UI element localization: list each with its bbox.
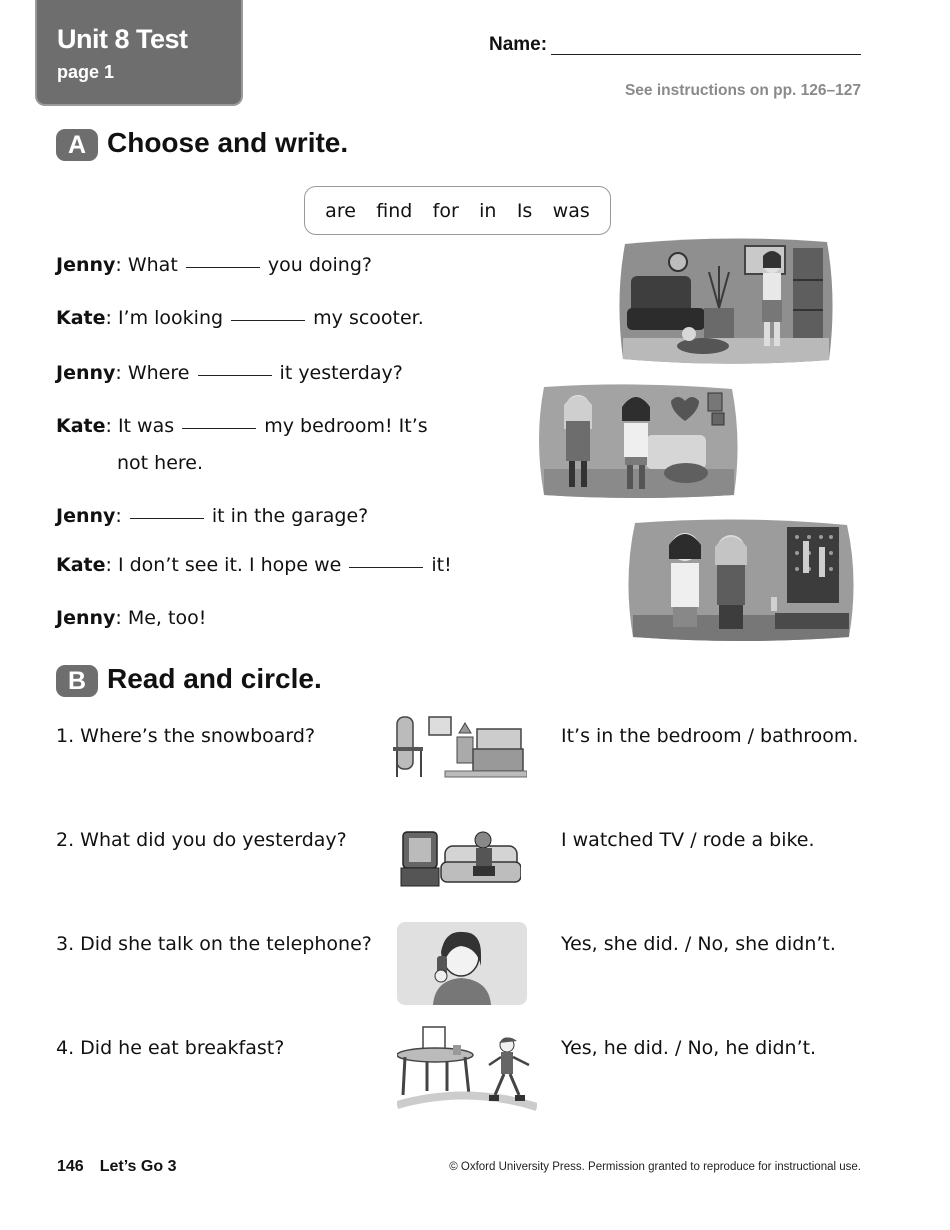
garage-illustration xyxy=(625,519,857,642)
section-b-title: Read and circle. xyxy=(107,663,322,694)
breakfast-illustration xyxy=(397,1025,537,1111)
speaker: Kate xyxy=(56,554,106,576)
word-bank xyxy=(304,186,611,235)
instructions-note: See instructions on pp. 126–127 xyxy=(624,82,861,99)
line-text: : I’m looking xyxy=(105,307,224,329)
word-bank-item: for xyxy=(432,199,459,222)
answer-blank[interactable] xyxy=(198,375,272,376)
telephone-girl-illustration xyxy=(397,922,527,1005)
name-label: Name: xyxy=(489,34,548,55)
dialogue-line xyxy=(56,362,403,384)
dialogue-line xyxy=(56,554,452,576)
answer-blank[interactable] xyxy=(182,428,256,429)
answer-blank[interactable] xyxy=(349,567,423,568)
speaker: Kate xyxy=(56,307,106,329)
unit-tab xyxy=(35,0,243,106)
word-bank-item: find xyxy=(376,199,413,222)
dialogue-line xyxy=(56,505,368,527)
word-bank-item: Is xyxy=(516,199,533,222)
question-text: 3. Did she talk on the telephone? xyxy=(56,933,372,955)
word-bank-item: was xyxy=(552,199,590,222)
dialogue-continuation: not here. xyxy=(117,452,204,474)
question-text: 1. Where’s the snowboard? xyxy=(56,725,316,747)
dialogue-line xyxy=(56,254,372,276)
page-number: 146 xyxy=(57,1158,84,1175)
living-room-illustration xyxy=(617,238,835,365)
dialogue-line xyxy=(56,415,428,437)
bedroom-illustration xyxy=(536,383,740,499)
dialogue-line xyxy=(56,607,206,629)
answer-choice[interactable]: I watched TV / rode a bike. xyxy=(561,829,815,851)
answer-choice[interactable]: Yes, she did. / No, she didn’t. xyxy=(561,933,836,955)
line-text: it yesterday? xyxy=(279,362,403,384)
line-text: you doing? xyxy=(267,254,372,276)
line-text: : Where xyxy=(115,362,190,384)
book-title: Let’s Go 3 xyxy=(99,1158,177,1175)
answer-blank[interactable] xyxy=(231,320,305,321)
line-text: : Me, too! xyxy=(115,607,207,629)
word-bank-item: are xyxy=(325,199,356,222)
unit-title: Unit 8 Test xyxy=(57,24,188,54)
line-text: : I don’t see it. I hope we xyxy=(105,554,342,576)
line-text: my bedroom! It’s xyxy=(264,415,428,437)
speaker: Jenny xyxy=(56,362,116,384)
answer-blank[interactable] xyxy=(130,518,204,519)
speaker: Jenny xyxy=(56,505,116,527)
line-text: : xyxy=(115,505,122,527)
snowboard-bedroom-illustration xyxy=(389,713,527,783)
watching-tv-illustration xyxy=(399,826,521,890)
answer-choice[interactable]: It’s in the bedroom / bathroom. xyxy=(561,725,859,747)
line-text: it! xyxy=(431,554,452,576)
name-field[interactable] xyxy=(551,54,861,55)
footer-page-info xyxy=(57,1158,176,1176)
word-bank-item: in xyxy=(479,199,497,222)
answer-choice[interactable]: Yes, he did. / No, he didn’t. xyxy=(561,1037,817,1059)
speaker: Kate xyxy=(56,415,106,437)
answer-blank[interactable] xyxy=(186,267,260,268)
line-text: my scooter. xyxy=(313,307,424,329)
speaker: Jenny xyxy=(56,254,116,276)
page-label: page 1 xyxy=(57,62,115,82)
line-text: : What xyxy=(115,254,178,276)
line-text: it in the garage? xyxy=(211,505,369,527)
question-text: 4. Did he eat breakfast? xyxy=(56,1037,285,1059)
question-text: 2. What did you do yesterday? xyxy=(56,829,347,851)
section-b-badge: B xyxy=(56,665,98,697)
section-a-badge: A xyxy=(56,129,98,161)
line-text: : It was xyxy=(105,415,175,437)
dialogue-line xyxy=(56,307,424,329)
copyright-notice: © Oxford University Press. Permission granted to reproduce for instructional use. xyxy=(449,1161,861,1173)
speaker: Jenny xyxy=(56,607,116,629)
section-a-title: Choose and write. xyxy=(107,127,349,158)
